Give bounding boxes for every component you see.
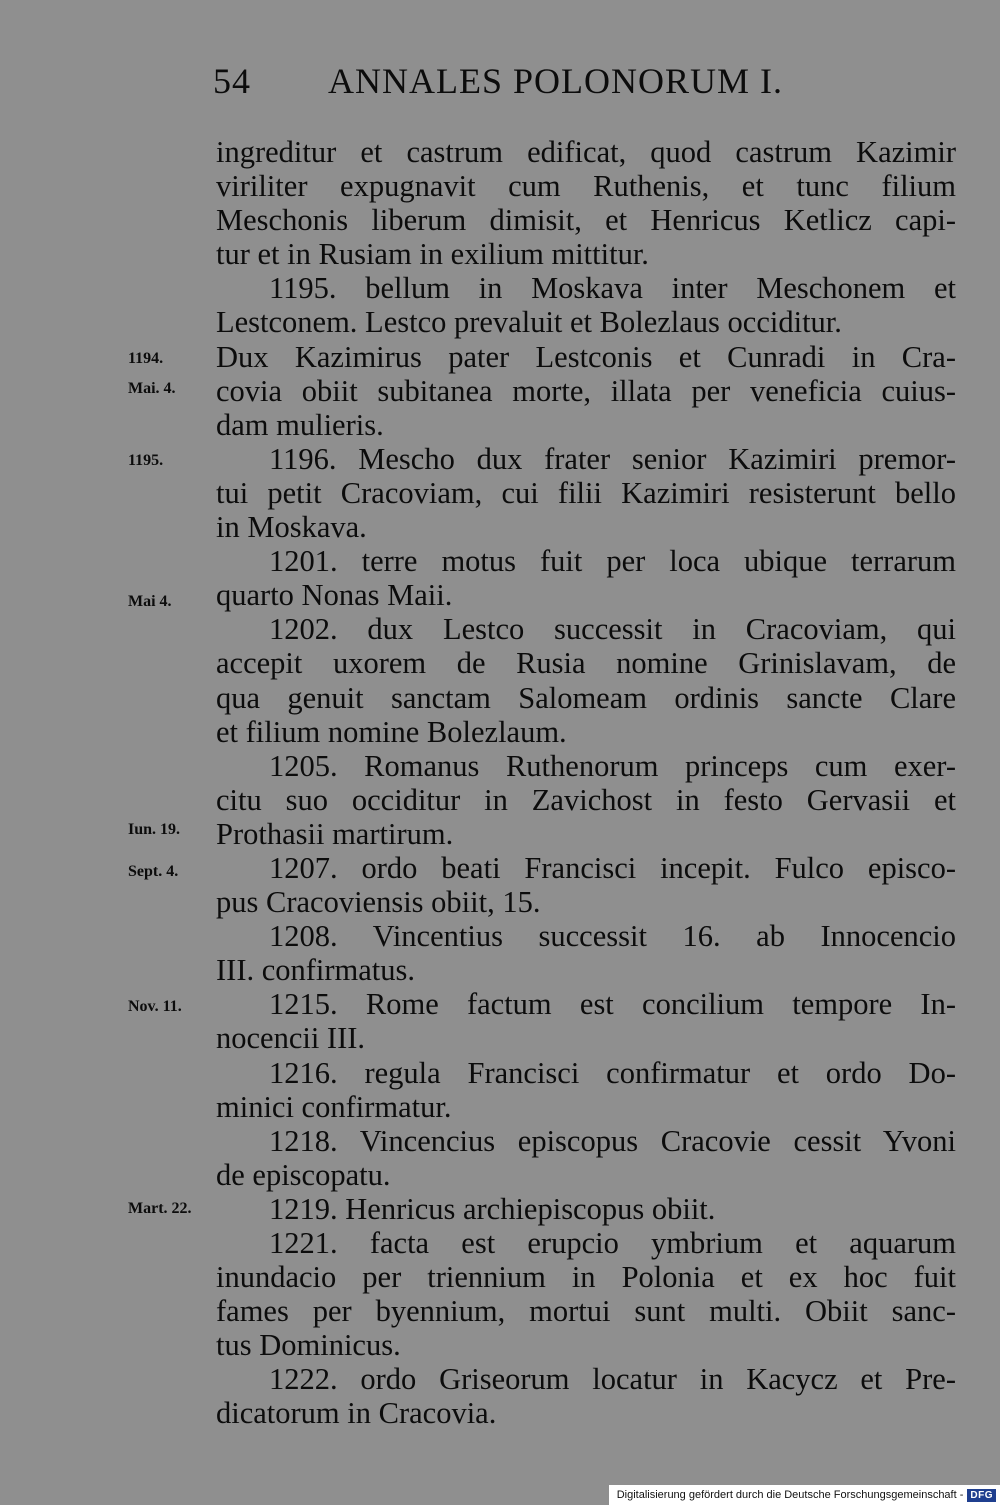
text-line: 1196. Mescho dux frater senior Kazimiri premor- <box>269 441 956 476</box>
running-title: ANNALES POLONORUM I. <box>327 61 783 101</box>
page-header <box>213 60 783 110</box>
text-line: Meschonis liberum dimisit, et Henricus Ketlicz capi- <box>216 203 956 238</box>
text-line: accepit uxorem de Rusia nomine Grinislavam, de <box>216 646 956 681</box>
dfg-logo: DFG <box>967 1489 996 1502</box>
text-line: de episcopatu. <box>216 1157 391 1192</box>
margin-date: Mai. 4. <box>128 380 176 397</box>
text-line: 1195. bellum in Moskava inter Meschonem et <box>269 271 956 306</box>
text-line: tus Dominicus. <box>216 1328 401 1363</box>
text-line: dicatorum in Cracovia. <box>216 1396 497 1431</box>
text-line: qua genuit sanctam Salomeam ordinis sancte Clare <box>216 680 956 715</box>
body-text <box>216 135 956 1431</box>
text-line: et filium nomine Bolezlaum. <box>216 714 567 749</box>
margin-date: Mai 4. <box>128 593 172 610</box>
text-line: III. confirmatus. <box>216 953 416 988</box>
page-number: 54 <box>213 61 251 101</box>
text-line: Dux Kazimirus pater Lestconis et Cunradi in Cra- <box>216 339 956 374</box>
margin-date: Sept. 4. <box>128 863 179 880</box>
text-line: tui petit Cracoviam, cui filii Kazimiri resisterunt bello <box>216 475 956 510</box>
text-line: 1222. ordo Griseorum locatur in Kacycz et Pre- <box>269 1362 956 1397</box>
text-line: quarto Nonas Maii. <box>216 578 453 613</box>
text-line: citu suo occiditur in Zavichost in festo Gervasii et <box>216 782 956 817</box>
text-line: ingreditur et castrum edificat, quod castrum Kazimir <box>216 135 956 169</box>
text-line: 1205. Romanus Ruthenorum princeps cum exer- <box>269 748 956 783</box>
text-line: 1216. regula Francisci confirmatur et ordo Do- <box>269 1055 956 1090</box>
text-line: fames per byennium, mortui sunt multi. Obiit sanc- <box>216 1294 956 1329</box>
text-line: 1202. dux Lestco successit in Cracoviam, qui <box>269 612 956 647</box>
margin-date: Iun. 19. <box>128 821 181 838</box>
text-line: inundacio per triennium in Polonia et ex hoc fuit <box>216 1260 956 1295</box>
text-line: Lestconem. Lestco prevaluit et Bolezlaus occiditur. <box>216 305 842 340</box>
text-line: viriliter expugnavit cum Ruthenis, et tunc filium <box>216 169 956 204</box>
text-line: tur et in Rusiam in exilium mittitur. <box>216 237 649 272</box>
text-line: covia obiit subitanea morte, illata per veneficia cuius- <box>216 373 956 408</box>
text-line: 1207. ordo beati Francisci incepit. Fulco episco- <box>269 850 956 885</box>
text-line: 1218. Vincencius episcopus Cracovie cessit Yvoni <box>269 1123 956 1158</box>
margin-date: 1194. <box>128 350 164 367</box>
text-line: 1208. Vincentius successit 16. ab Innocencio <box>269 919 956 954</box>
digitization-credit <box>609 1485 1000 1505</box>
text-line: Prothasii martirum. <box>216 816 454 851</box>
text-line: 1221. facta est erupcio ymbrium et aquarum <box>269 1226 956 1260</box>
text-line: nocencii III. <box>216 1021 366 1056</box>
text-line: 1201. terre motus fuit per loca ubique terrarum <box>269 544 956 579</box>
text-line: 1219. Henricus archiepiscopus obiit. <box>269 1191 716 1226</box>
text-line: 1215. Rome factum est concilium tempore In- <box>269 987 956 1022</box>
margin-date: 1195. <box>128 452 164 469</box>
margin-date: Mart. 22. <box>128 1200 192 1217</box>
margin-date: Nov. 11. <box>128 998 182 1015</box>
text-line: pus Cracoviensis obiit, 15. <box>216 885 541 920</box>
text-line: minici confirmatur. <box>216 1089 452 1124</box>
text-line: dam mulieris. <box>216 407 384 442</box>
text-line: in Moskava. <box>216 510 367 545</box>
credit-text: Digitalisierung gefördert durch die Deutsche Forschungsgemeinschaft - <box>616 1489 964 1501</box>
